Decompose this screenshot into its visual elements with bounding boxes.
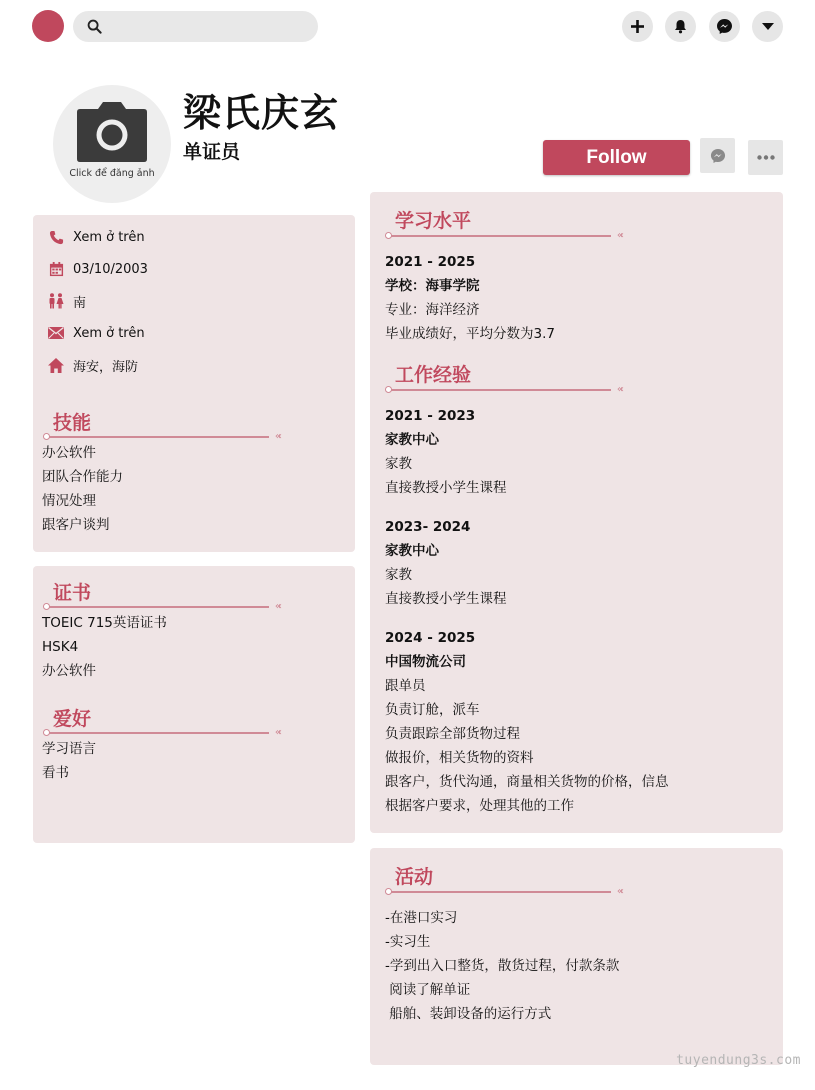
education-title: 学习水平 <box>395 210 472 232</box>
skill-item: 跟客户谈判 <box>42 517 110 533</box>
more-icon <box>757 155 775 160</box>
phone-icon <box>47 229 65 245</box>
certificates-hobbies-panel <box>33 566 355 843</box>
messenger-icon <box>716 18 733 35</box>
activities-panel <box>370 848 783 1065</box>
contact-phone <box>47 227 145 247</box>
skill-item: 团队合作能力 <box>42 469 123 485</box>
gender-icon <box>47 293 65 309</box>
job-detail: 家教 <box>385 456 412 472</box>
activity-line: -实习生 <box>385 934 431 950</box>
contact-birthday-text: 03/10/2003 <box>73 261 148 277</box>
contact-address-text: 海安，海防 <box>73 359 139 375</box>
job-detail: 直接教授小学生课程 <box>385 480 507 496</box>
activity-line: -学到出入口整货，散货过程，付款条款 <box>385 958 620 974</box>
education-experience-panel <box>370 192 783 833</box>
notifications-button[interactable] <box>665 11 696 42</box>
certificate-item: TOEIC 715英语证书 <box>42 615 167 631</box>
profile-position: 单证员 <box>183 141 241 163</box>
activity-line: 阅读了解单证 <box>385 982 471 998</box>
job-detail: 家教 <box>385 567 412 583</box>
job-detail: 负责订舱，派车 <box>385 702 480 718</box>
messenger-button[interactable] <box>709 11 740 42</box>
job-period: 2021 - 2023 <box>385 408 476 424</box>
job-period: 2023- 2024 <box>385 519 471 535</box>
hobby-item: 学习语言 <box>42 741 96 757</box>
section-divider: «‹ <box>385 888 621 896</box>
job-detail: 负责跟踪全部货物过程 <box>385 726 520 742</box>
section-divider: «‹ <box>43 603 279 611</box>
section-divider: «‹ <box>385 232 621 240</box>
skills-title: 技能 <box>53 412 92 434</box>
activity-line: -在港口实习 <box>385 910 458 926</box>
job-detail: 根据客户要求，处理其他的工作 <box>385 798 574 814</box>
contact-birthday <box>47 259 148 279</box>
contact-phone-text: Xem ở trên <box>73 229 145 245</box>
section-divider: «‹ <box>43 729 279 737</box>
avatar-upload-caption: Click để đăng ảnh <box>69 168 155 179</box>
activities-title: 活动 <box>395 866 434 888</box>
more-options-button[interactable] <box>748 140 783 175</box>
certificate-item: 办公软件 <box>42 663 96 679</box>
mail-icon <box>47 325 65 341</box>
job-detail: 跟客户，货代沟通，商量相关货物的价格，信息 <box>385 774 669 790</box>
message-button[interactable] <box>700 138 735 173</box>
calendar-icon <box>47 261 65 277</box>
create-button[interactable] <box>622 11 653 42</box>
skill-item: 办公软件 <box>42 445 96 461</box>
plus-icon <box>631 20 644 33</box>
avatar[interactable] <box>53 85 171 203</box>
job-period: 2024 - 2025 <box>385 630 476 646</box>
caret-down-icon <box>762 23 774 31</box>
contact-gender-text: 南 <box>73 295 87 311</box>
contact-email-text: Xem ở trên <box>73 325 145 341</box>
certificates-title: 证书 <box>53 582 92 604</box>
skill-item: 情况处理 <box>42 493 96 509</box>
job-company: 家教中心 <box>385 543 439 559</box>
profile-logo-dot[interactable] <box>32 10 64 42</box>
contact-gender <box>47 291 86 311</box>
job-company: 中国物流公司 <box>385 654 466 670</box>
experience-title: 工作经验 <box>395 364 472 386</box>
job-detail: 跟单员 <box>385 678 426 694</box>
section-divider: «‹ <box>385 386 621 394</box>
camera-icon <box>76 101 148 163</box>
profile-name: 梁氏庆玄 <box>183 91 340 135</box>
education-detail: 毕业成绩好，平均分数为3.7 <box>385 326 555 342</box>
activity-line: 船舶、装卸设备的运行方式 <box>385 1006 552 1022</box>
education-period: 2021 - 2025 <box>385 254 476 270</box>
account-menu-button[interactable] <box>752 11 783 42</box>
messenger-icon <box>710 148 726 164</box>
hobby-item: 看书 <box>42 765 69 781</box>
follow-button[interactable]: Follow <box>543 140 690 175</box>
job-detail: 做报价，相关货物的资料 <box>385 750 534 766</box>
section-divider: «‹ <box>43 433 279 441</box>
contact-address <box>47 355 138 375</box>
watermark: tuyendung3s.com <box>676 1053 801 1068</box>
search-bar[interactable] <box>73 11 318 42</box>
education-detail: 专业：海洋经济 <box>385 302 480 318</box>
search-icon <box>87 19 102 34</box>
education-school: 学校：海事学院 <box>385 278 480 294</box>
contact-skills-panel <box>33 215 355 552</box>
hobbies-title: 爱好 <box>53 708 92 730</box>
job-detail: 直接教授小学生课程 <box>385 591 507 607</box>
contact-email <box>47 323 145 343</box>
home-icon <box>47 357 65 373</box>
bell-icon <box>674 19 687 34</box>
job-company: 家教中心 <box>385 432 439 448</box>
certificate-item: HSK4 <box>42 639 79 655</box>
